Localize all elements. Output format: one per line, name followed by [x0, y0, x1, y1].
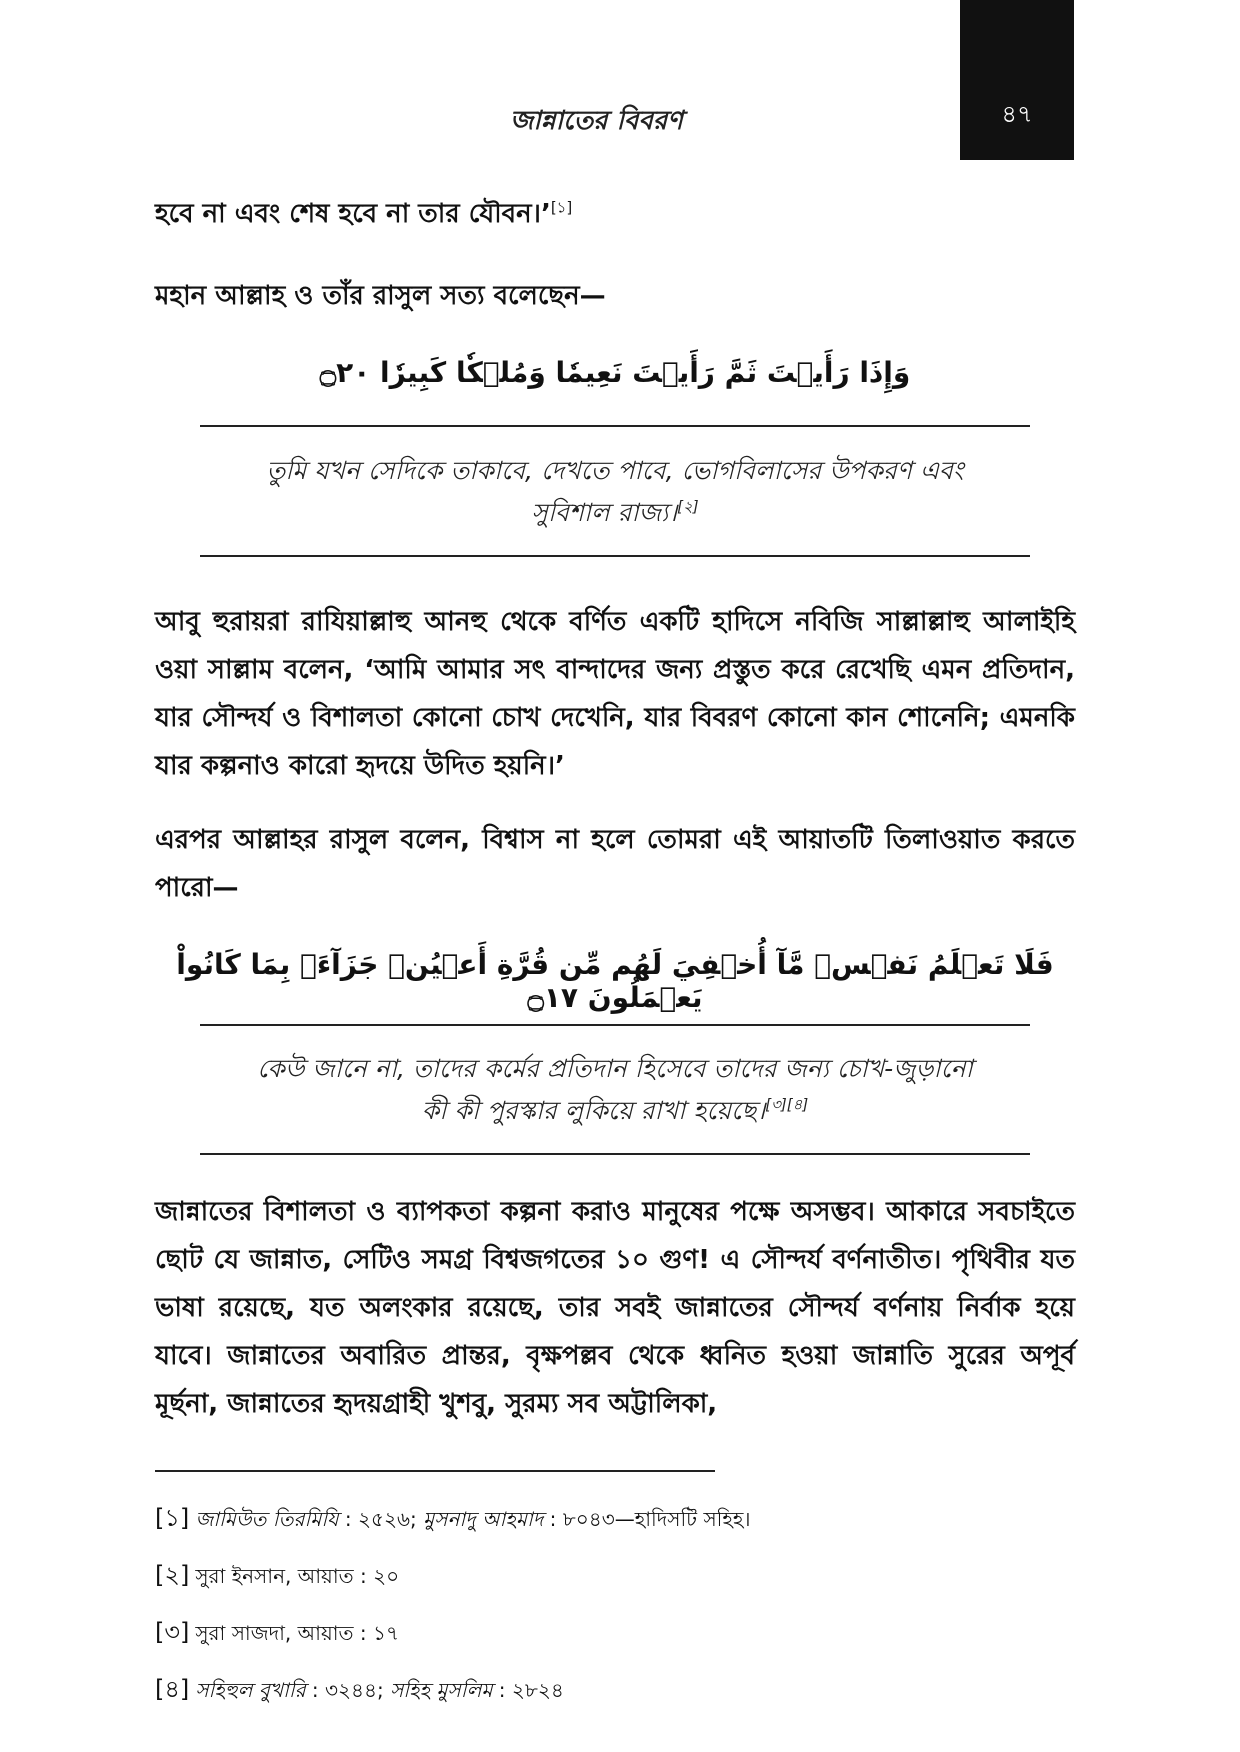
running-title: জান্নাতের বিবরণ — [510, 106, 683, 136]
paragraph-1-text: হবে না এবং শেষ হবে না তার যৌবন।’ — [155, 199, 551, 229]
footnote-ref-3-4: [৩][৪] — [765, 1095, 809, 1114]
footnote-1-source-2: মুসনাদু আহমাদ — [423, 1507, 544, 1531]
footnote-4-source-2: সহিহ মুসলিম — [390, 1678, 493, 1702]
footnote-3-number: [৩] — [155, 1618, 190, 1646]
footnote-3-text: সুরা সাজদা, আয়াত : ১৭ — [195, 1621, 399, 1645]
divider-top-1 — [200, 425, 1030, 427]
translation-2-line-1: কেউ জানে না, তাদের কর্মের প্রতিদান হিসেবে তাদের জন্য চোখ-জুড়ানো — [257, 1054, 973, 1083]
divider-bottom-2 — [200, 1153, 1030, 1155]
footnote-4-ref-2: : ২৮২৪ — [492, 1678, 564, 1702]
translation-2 — [200, 1048, 1030, 1132]
footnote-3 — [155, 1614, 1075, 1654]
footnote-4-source-1: সহিহুল বুখারি — [195, 1678, 306, 1702]
footnote-4-ref-1: : ৩২৪৪; — [305, 1678, 391, 1702]
paragraph-3: আবু হুরায়রা রাযিয়াল্লাহু আনহু থেকে বর্ণিত একটি হাদিসে নবিজি সাল্লাল্লাহু আলাইহি ওয়া সাল্লাম বলেন, ‘আমি আমার সৎ বান্দাদের জন্য প্রস্তুত করে রেখেছি এমন প্রতিদান, যার সৌন্দর্য ও বিশালতা কোনো চোখ দেখেনি, যার বিবরণ কোনো কান শোনেনি; এমনকি যার কল্পনাও কারো হৃদয়ে উদিত হয়নি।’ — [155, 607, 1075, 781]
footnote-4-number: [৪] — [155, 1675, 190, 1703]
footnote-separator — [155, 1470, 715, 1472]
footnote-ref-2: [২] — [677, 497, 699, 516]
paragraph-4: এরপর আল্লাহর রাসুল বলেন, বিশ্বাস না হলে তোমরা এই আয়াতটি তিলাওয়াত করতে পারো— — [155, 825, 1075, 903]
footnote-1-ref-1: : ২৫২৬; — [338, 1507, 424, 1531]
footnote-ref-1: [১] — [550, 198, 573, 217]
footnote-2-number: [২] — [155, 1561, 190, 1589]
translation-1 — [200, 450, 1030, 534]
translation-2-line-2: কী কী পুরস্কার লুকিয়ে রাখা হয়েছে। — [421, 1096, 766, 1125]
translation-1-line-2: সুবিশাল রাজ্য। — [531, 498, 678, 527]
page-number: ৪৭ — [1001, 100, 1033, 128]
quran-ayah-1: وَإِذَا رَأَيۡتَ ثَمَّ رَأَيۡتَ نَعِيمٗا وَمُلۡكٗا كَبِيرٗا ۝٢٠ — [319, 356, 911, 389]
footnote-1 — [155, 1500, 1075, 1540]
footnote-1-source-1: জামিউত তিরমিযি — [195, 1507, 339, 1531]
page-number-tab — [960, 0, 1074, 160]
divider-bottom-1 — [200, 555, 1030, 557]
footnote-1-ref-2: : ৮০৪৩—হাদিসটি সহিহ। — [543, 1507, 751, 1531]
footnote-2-text: সুরা ইনসান, আয়াত : ২০ — [195, 1564, 400, 1588]
divider-top-2 — [200, 1024, 1030, 1026]
footnote-1-number: [১] — [155, 1504, 190, 1532]
quran-ayah-2: فَلَا تَعۡلَمُ نَفۡسٞ مَّآ أُخۡفِيَ لَهُم مِّن قُرَّةِ أَعۡيُنٖ جَزَآءَۢ بِمَا كَانُواْ يَعۡمَلُونَ ۝١٧ — [176, 948, 1054, 1014]
paragraph-2: মহান আল্লাহ ও তাঁর রাসুল সত্য বলেছেন— — [155, 281, 606, 311]
paragraph-1 — [155, 190, 1075, 238]
paragraph-5: জান্নাতের বিশালতা ও ব্যাপকতা কল্পনা করাও মানুষের পক্ষে অসম্ভব। আকারে সবচাইতে ছোট যে জান্নাত, সেটিও সমগ্র বিশ্বজগতের ১০ গুণ! এ সৌন্দর্য বর্ণনাতীত। পৃথিবীর যত ভাষা রয়েছে, যত অলংকার রয়েছে, তার সবই জান্নাতের সৌন্দর্য বর্ণনায় নির্বাক হয়ে যাবে। জান্নাতের অবারিত প্রান্তর, বৃক্ষপল্লব থেকে ধ্বনিত হওয়া জান্নাতি সুরের অপূর্ব মূর্ছনা, জান্নাতের হৃদয়গ্রাহী খুশবু, সুরম্য সব অট্টালিকা, — [155, 1197, 1075, 1419]
footnote-2 — [155, 1557, 1075, 1597]
footnote-4 — [155, 1671, 1075, 1711]
translation-1-line-1: তুমি যখন সেদিকে তাকাবে, দেখতে পাবে, ভোগবিলাসের উপকরণ এবং — [266, 456, 964, 485]
